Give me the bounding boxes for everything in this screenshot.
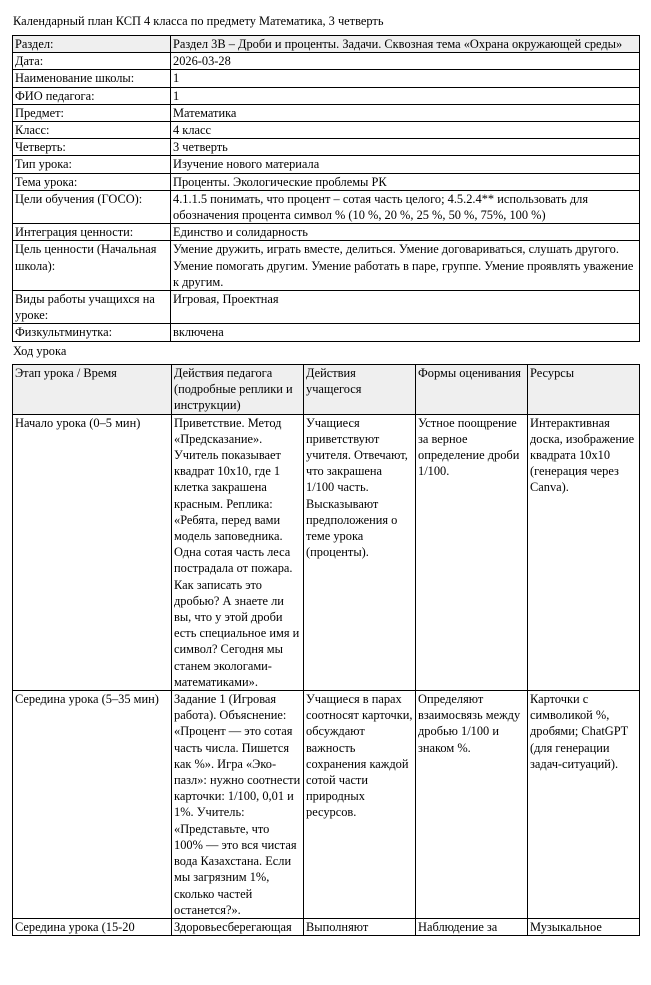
info-row-topic [13, 173, 640, 190]
column-header: Формы оценивания [416, 365, 528, 415]
lesson-header-row [13, 365, 640, 415]
info-key: ФИО педагога: [13, 87, 171, 104]
student-actions-cell: Учащиеся в парах соотносят карточки, обсуждают важность сохранения каждой сотой части природных ресурсов. [304, 691, 416, 919]
stage-cell: Начало урока (0–5 мин) [13, 414, 172, 690]
resources-cell: Интерактивная доска, изображение квадрата 10х10 (генерация через Canva). [528, 414, 640, 690]
lesson-info-table [12, 35, 640, 342]
info-row-teacher [13, 87, 640, 104]
teacher-actions-cell: Приветствие. Метод «Предсказание». Учитель показывает квадрат 10х10, где 1 клетка закрашена красным. Реплика: «Ребята, перед вами модель заповедника. Одна сотая часть леса пострадала от пожара. Как записать это дробью? А знаете ли вы, что у этой дроби есть специальное имя и символ? Сегодня мы станем экологами-математиками». [172, 414, 304, 690]
info-row-section [13, 36, 640, 53]
info-row-grade [13, 122, 640, 139]
info-row-quarter [13, 139, 640, 156]
info-row-value-integration [13, 224, 640, 241]
info-key: Предмет: [13, 104, 171, 121]
info-row-subject [13, 104, 640, 121]
assessment-cell: Наблюдение за [416, 918, 528, 935]
assessment-cell: Определяют взаимосвязь между дробью 1/100 и знаком %. [416, 691, 528, 919]
resources-cell: Музыкальное [528, 918, 640, 935]
info-key: Тип урока: [13, 156, 171, 173]
info-key: Цель ценности (Начальная школа): [13, 241, 171, 291]
column-header: Ресурсы [528, 365, 640, 415]
info-value: Умение дружить, играть вместе, делиться. Умение договариваться, слушать другого. Умение помогать другим. Умение работать в паре, группе. Умение проявлять уважение к другим. [171, 241, 640, 291]
info-key: Наименование школы: [13, 70, 171, 87]
assessment-cell: Устное поощрение за верное определение дроби 1/100. [416, 414, 528, 690]
info-value: 2026-03-28 [171, 53, 640, 70]
info-row-exercise [13, 324, 640, 341]
info-value: Изучение нового материала [171, 156, 640, 173]
lesson-flow-heading: Ход урока [13, 344, 67, 358]
info-key: Раздел: [13, 36, 171, 53]
lesson-row-middle [13, 691, 640, 919]
resources-cell: Карточки с символикой %, дробями; ChatGPT (для генерации задач-ситуаций). [528, 691, 640, 919]
info-key: Класс: [13, 122, 171, 139]
teacher-actions-cell: Задание 1 (Игровая работа). Объяснение: «Процент — это сотая часть числа. Пишется как %». Игра «Эко-пазл»: нужно соотнести карточки: 1/100, 0,01 и 1%. Учитель: «Представьте, что 100% — это вся чистая вода Казахстана. Если мы загрязним 1%, сколько частей останется?». [172, 691, 304, 919]
info-value: Раздел 3В – Дроби и проценты. Задачи. Сквозная тема «Охрана окружающей среды» [171, 36, 640, 53]
student-actions-cell: Выполняют [304, 918, 416, 935]
info-value: 4 класс [171, 122, 640, 139]
info-key: Виды работы учащихся на уроке: [13, 291, 171, 324]
lesson-flow-table [12, 364, 640, 936]
info-key: Физкультминутка: [13, 324, 171, 341]
info-value: 1 [171, 70, 640, 87]
lesson-row-start [13, 414, 640, 690]
info-key: Дата: [13, 53, 171, 70]
info-value: Единство и солидарность [171, 224, 640, 241]
info-row-date [13, 53, 640, 70]
teacher-actions-cell: Здоровьесберегающая [172, 918, 304, 935]
info-row-work-types [13, 291, 640, 324]
info-row-value-goal [13, 241, 640, 291]
info-value: 4.1.1.5 понимать, что процент – сотая часть целого; 4.5.2.4** использовать для обозначения процента символ % (10 %, 20 %, 25 %, 50 %, 75%, 100 %) [171, 190, 640, 223]
column-header: Действия педагога (подробные реплики и инструкции) [172, 365, 304, 415]
info-row-lesson-type [13, 156, 640, 173]
info-value: Математика [171, 104, 640, 121]
info-value: Проценты. Экологические проблемы РК [171, 173, 640, 190]
info-key: Четверть: [13, 139, 171, 156]
info-row-school [13, 70, 640, 87]
lesson-row-middle-2 [13, 918, 640, 935]
student-actions-cell: Учащиеся приветствуют учителя. Отвечают, что закрашена 1/100 часть. Высказывают предположения о теме урока (проценты). [304, 414, 416, 690]
info-value: 1 [171, 87, 640, 104]
stage-cell: Середина урока (5–35 мин) [13, 691, 172, 919]
stage-cell: Середина урока (15-20 [13, 918, 172, 935]
info-value: Игровая, Проектная [171, 291, 640, 324]
info-value: 3 четверть [171, 139, 640, 156]
info-key: Цели обучения (ГОСО): [13, 190, 171, 223]
column-header: Этап урока / Время [13, 365, 172, 415]
page-title: Календарный план КСП 4 класса по предмету Математика, 3 четверть [13, 14, 384, 28]
info-key: Тема урока: [13, 173, 171, 190]
info-key: Интеграция ценности: [13, 224, 171, 241]
info-value: включена [171, 324, 640, 341]
info-row-goals [13, 190, 640, 223]
column-header: Действия учащегося [304, 365, 416, 415]
